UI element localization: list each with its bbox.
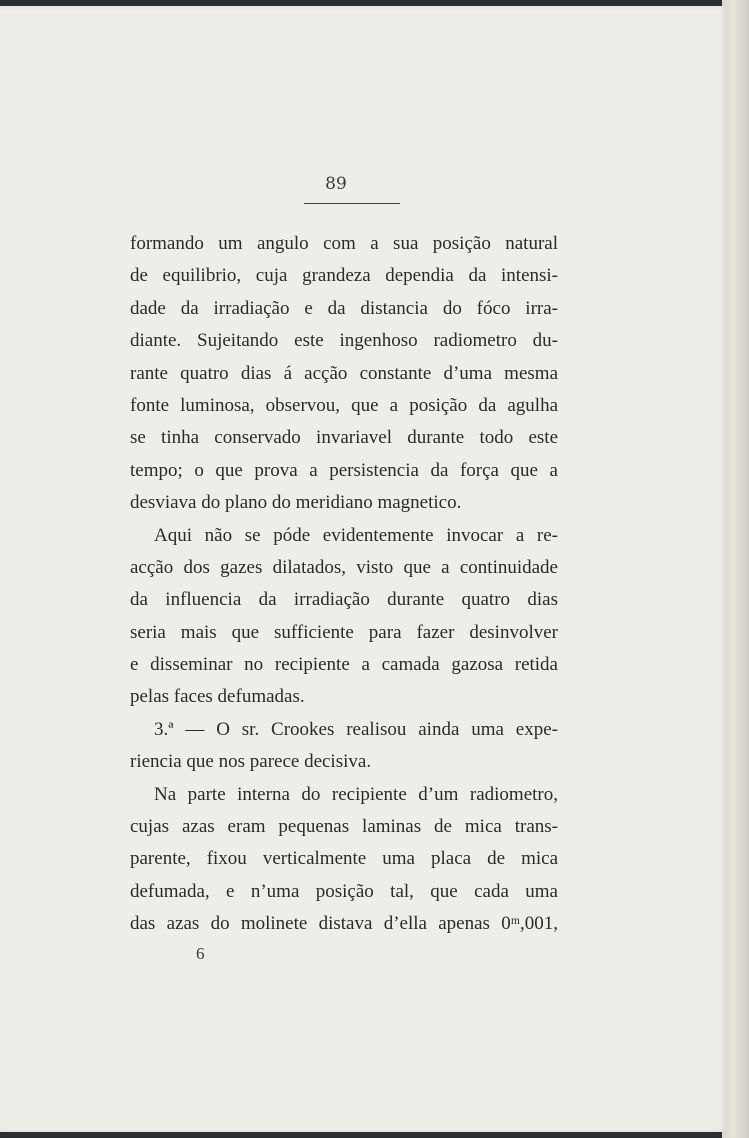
text-line: Aqui não se póde evidentemente invocar a re- — [154, 524, 558, 546]
text-line: defumada, e n’uma posição tal, que cada uma — [130, 880, 558, 902]
page-number: 89 — [325, 174, 347, 194]
text-line: seria mais que sufficiente para fazer desinvolver — [130, 621, 558, 643]
text-line: cujas azas eram pequenas laminas de mica trans- — [130, 816, 558, 838]
text-line: desviava do plano do meridiano magnetico. — [130, 492, 462, 514]
text-line: formando um angulo com a sua posição natural — [130, 233, 558, 254]
book-page — [0, 6, 726, 1132]
signature-mark: 6 — [196, 944, 205, 963]
text-line: pelas faces defumadas. — [130, 686, 305, 708]
header-rule — [304, 203, 400, 204]
page-edge — [722, 0, 749, 1138]
text-line: tempo; o que prova a persistencia da força que a — [130, 459, 558, 481]
text-line: riencia que nos parece decisiva. — [130, 751, 372, 773]
body-text — [130, 228, 558, 941]
text-line: acção dos gazes dilatados, visto que a continuidade — [130, 556, 558, 578]
text-line: fonte luminosa, observou, que a posição da agulha — [130, 394, 558, 416]
text-line: das azas do molinete distava d’ella apenas 0ᵐ,001, — [130, 913, 558, 935]
text-line: de equilibrio, cuja grandeza dependia da intensi- — [130, 265, 558, 287]
text-line: 3.ª — O sr. Crookes realisou ainda uma expe- — [154, 718, 558, 740]
text-line: Na parte interna do recipiente d’um radiometro, — [154, 783, 558, 805]
text-line: da influencia da irradiação durante quatro dias — [130, 589, 558, 611]
text-line: se tinha conservado invariavel durante todo este — [130, 427, 558, 449]
text-line: diante. Sujeitando este ingenhoso radiometro du- — [130, 330, 558, 352]
text-line: parente, fixou verticalmente uma placa de mica — [130, 848, 558, 870]
text-line: dade da irradiação e da distancia do fóco irra- — [130, 297, 558, 319]
text-line: rante quatro dias á acção constante d’uma mesma — [130, 362, 558, 384]
text-line: e disseminar no recipiente a camada gazosa retida — [130, 654, 558, 676]
